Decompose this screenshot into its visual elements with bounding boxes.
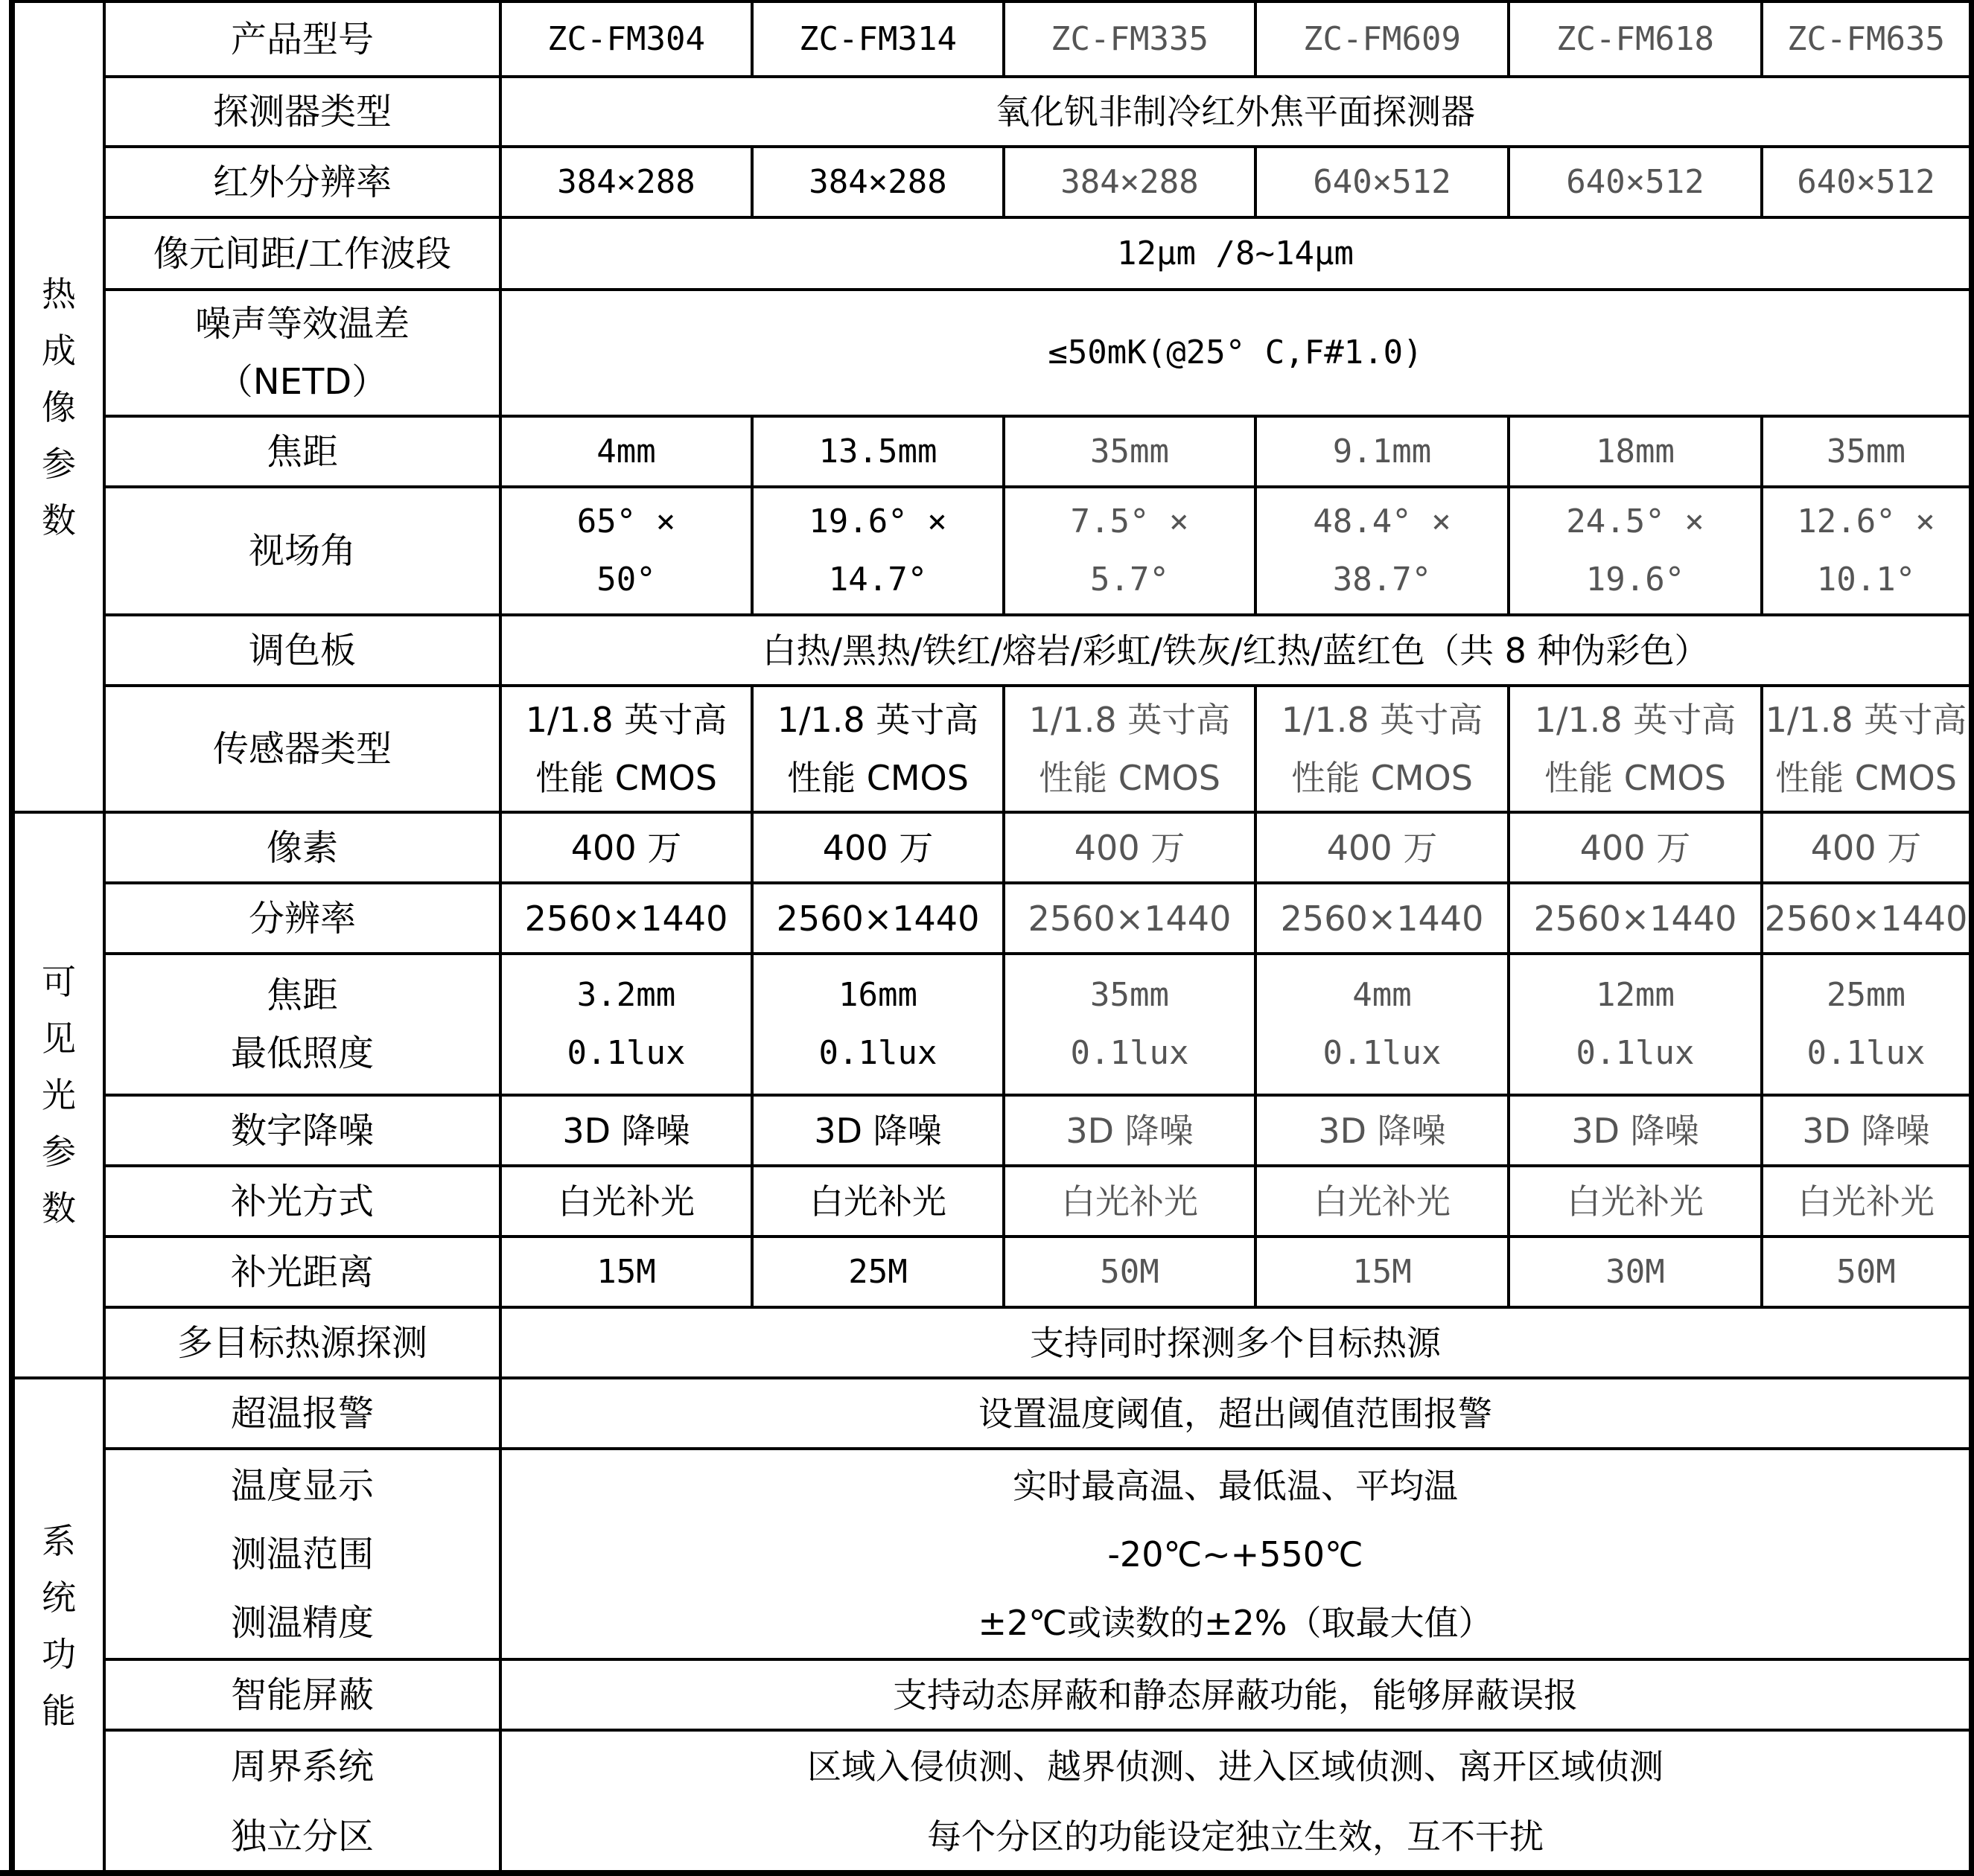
cell: 400 万: [1004, 812, 1255, 883]
cell: 2560×1440: [752, 883, 1004, 954]
row-label: 探测器类型: [104, 77, 500, 147]
cell: 2560×1440: [1255, 883, 1509, 954]
model-cell: ZC-FM618: [1509, 1, 1762, 77]
fov-cell: 12.6° × 10.1°: [1762, 487, 1970, 615]
sensor-cell: 1/1.8 英寸高 性能 CMOS: [1762, 686, 1970, 812]
cell: 384×288: [752, 147, 1004, 217]
row-label: 温度显示 测温范围 测温精度: [104, 1449, 500, 1659]
table-row: [13, 1166, 1970, 1237]
cell: 4mm: [500, 416, 752, 487]
cell: 2560×1440: [1004, 883, 1255, 954]
palette-value: 白热/黑热/铁红/熔岩/彩虹/铁灰/红热/蓝红色（共 8 种伪彩色）: [500, 615, 1970, 686]
perimeter-values: 区域入侵侦测、越界侦测、进入区域侦测、离开区域侦测 每个分区的功能设定独立生效，互不干扰: [500, 1730, 1970, 1873]
row-label: 周界系统 独立分区: [104, 1730, 500, 1873]
cell: 15M: [1255, 1237, 1509, 1307]
cell: 15M: [500, 1237, 752, 1307]
table-row: [13, 1095, 1970, 1166]
cell: 3.2mm 0.1lux: [500, 954, 752, 1095]
over-temp-value: 设置温度阈值，超出阈值范围报警: [500, 1378, 1970, 1449]
table-row: [13, 1, 1970, 77]
cell: 白光补光: [1509, 1166, 1762, 1237]
model-cell: ZC-FM335: [1004, 1, 1255, 77]
cell: 16mm 0.1lux: [752, 954, 1004, 1095]
row-label: 焦距: [104, 416, 500, 487]
cell: 640×512: [1255, 147, 1509, 217]
detector-type-value: 氧化钒非制冷红外焦平面探测器: [500, 77, 1970, 147]
cell: 白光补光: [1004, 1166, 1255, 1237]
cell: 9.1mm: [1255, 416, 1509, 487]
cell: 2560×1440: [1509, 883, 1762, 954]
table-row: [13, 217, 1970, 290]
cell: 400 万: [1762, 812, 1970, 883]
fov-cell: 7.5° × 5.7°: [1004, 487, 1255, 615]
model-cell: ZC-FM304: [500, 1, 752, 77]
netd-value: ≤50mK(@25° C,F#1.0): [500, 290, 1970, 416]
cell: 640×512: [1762, 147, 1970, 217]
row-label: 多目标热源探测: [104, 1307, 500, 1378]
cell: 50M: [1004, 1237, 1255, 1307]
row-label: 像元间距/工作波段: [104, 217, 500, 290]
cell: 35mm: [1762, 416, 1970, 487]
category-thermal: 热 成 像 参 数: [13, 1, 104, 812]
table-row: [13, 1730, 1970, 1873]
row-label: 传感器类型: [104, 686, 500, 812]
cell: 400 万: [500, 812, 752, 883]
fov-cell: 48.4° × 38.7°: [1255, 487, 1509, 615]
cell: 2560×1440: [1762, 883, 1970, 954]
fov-cell: 24.5° × 19.6°: [1509, 487, 1762, 615]
table-row: [13, 686, 1970, 812]
model-cell: ZC-FM314: [752, 1, 1004, 77]
sensor-cell: 1/1.8 英寸高 性能 CMOS: [1004, 686, 1255, 812]
table-row: [13, 77, 1970, 147]
cell: 2560×1440: [500, 883, 752, 954]
row-label: 超温报警: [104, 1378, 500, 1449]
right-border: [1969, 0, 1974, 1876]
table-row: [13, 290, 1970, 416]
category-system: 系 统 功 能: [13, 1378, 104, 1873]
cell: 35mm: [1004, 416, 1255, 487]
table-row: [13, 1449, 1970, 1659]
cell: 640×512: [1509, 147, 1762, 217]
table-row: [13, 416, 1970, 487]
cell: 白光补光: [500, 1166, 752, 1237]
table-row: [13, 147, 1970, 217]
row-label: 噪声等效温差 （NETD）: [104, 290, 500, 416]
table-row: [13, 883, 1970, 954]
cell: 3D 降噪: [752, 1095, 1004, 1166]
table-row: [13, 487, 1970, 615]
table-row: [13, 812, 1970, 883]
cell: 50M: [1762, 1237, 1970, 1307]
row-label: 智能屏蔽: [104, 1659, 500, 1730]
cell: 35mm 0.1lux: [1004, 954, 1255, 1095]
cell: 4mm 0.1lux: [1255, 954, 1509, 1095]
model-cell: ZC-FM635: [1762, 1, 1970, 77]
table-row: [13, 1307, 1970, 1378]
cell: 400 万: [1509, 812, 1762, 883]
row-label: 补光方式: [104, 1166, 500, 1237]
fov-cell: 65° × 50°: [500, 487, 752, 615]
cell: 400 万: [752, 812, 1004, 883]
row-label: 视场角: [104, 487, 500, 615]
row-label: 数字降噪: [104, 1095, 500, 1166]
table-row: [13, 954, 1970, 1095]
row-label: 焦距 最低照度: [104, 954, 500, 1095]
sensor-cell: 1/1.8 英寸高 性能 CMOS: [1255, 686, 1509, 812]
cell: 3D 降噪: [1004, 1095, 1255, 1166]
cell: 384×288: [500, 147, 752, 217]
cell: 400 万: [1255, 812, 1509, 883]
left-border: [9, 0, 13, 1876]
cell: 白光补光: [1255, 1166, 1509, 1237]
table-row: [13, 1237, 1970, 1307]
pixel-pitch-value: 12μm /8~14μm: [500, 217, 1970, 290]
cell: 384×288: [1004, 147, 1255, 217]
sensor-cell: 1/1.8 英寸高 性能 CMOS: [1509, 686, 1762, 812]
cell: 3D 降噪: [1762, 1095, 1970, 1166]
cell: 3D 降噪: [1255, 1095, 1509, 1166]
cell: 3D 降噪: [1509, 1095, 1762, 1166]
smart-mask-value: 支持动态屏蔽和静态屏蔽功能，能够屏蔽误报: [500, 1659, 1970, 1730]
spec-table: [12, 0, 1972, 1875]
fov-cell: 19.6° × 14.7°: [752, 487, 1004, 615]
category-visible: 可 见 光 参 数: [13, 812, 104, 1378]
row-label: 产品型号: [104, 1, 500, 77]
row-label: 红外分辨率: [104, 147, 500, 217]
cell: 25M: [752, 1237, 1004, 1307]
model-cell: ZC-FM609: [1255, 1, 1509, 77]
cell: 13.5mm: [752, 416, 1004, 487]
cell: 12mm 0.1lux: [1509, 954, 1762, 1095]
cell: 3D 降噪: [500, 1095, 752, 1166]
table-row: [13, 1659, 1970, 1730]
cell: 白光补光: [1762, 1166, 1970, 1237]
row-label: 补光距离: [104, 1237, 500, 1307]
cell: 白光补光: [752, 1166, 1004, 1237]
temp-values: 实时最高温、最低温、平均温 -20℃~+550℃ ±2℃或读数的±2%（取最大值）: [500, 1449, 1970, 1659]
cell: 25mm 0.1lux: [1762, 954, 1970, 1095]
row-label: 像素: [104, 812, 500, 883]
table-row: [13, 615, 1970, 686]
row-label: 调色板: [104, 615, 500, 686]
sensor-cell: 1/1.8 英寸高 性能 CMOS: [500, 686, 752, 812]
table-row: [13, 1378, 1970, 1449]
multi-target-value: 支持同时探测多个目标热源: [500, 1307, 1970, 1378]
cell: 30M: [1509, 1237, 1762, 1307]
cell: 18mm: [1509, 416, 1762, 487]
row-label: 分辨率: [104, 883, 500, 954]
bottom-border: [0, 1870, 1974, 1876]
sensor-cell: 1/1.8 英寸高 性能 CMOS: [752, 686, 1004, 812]
